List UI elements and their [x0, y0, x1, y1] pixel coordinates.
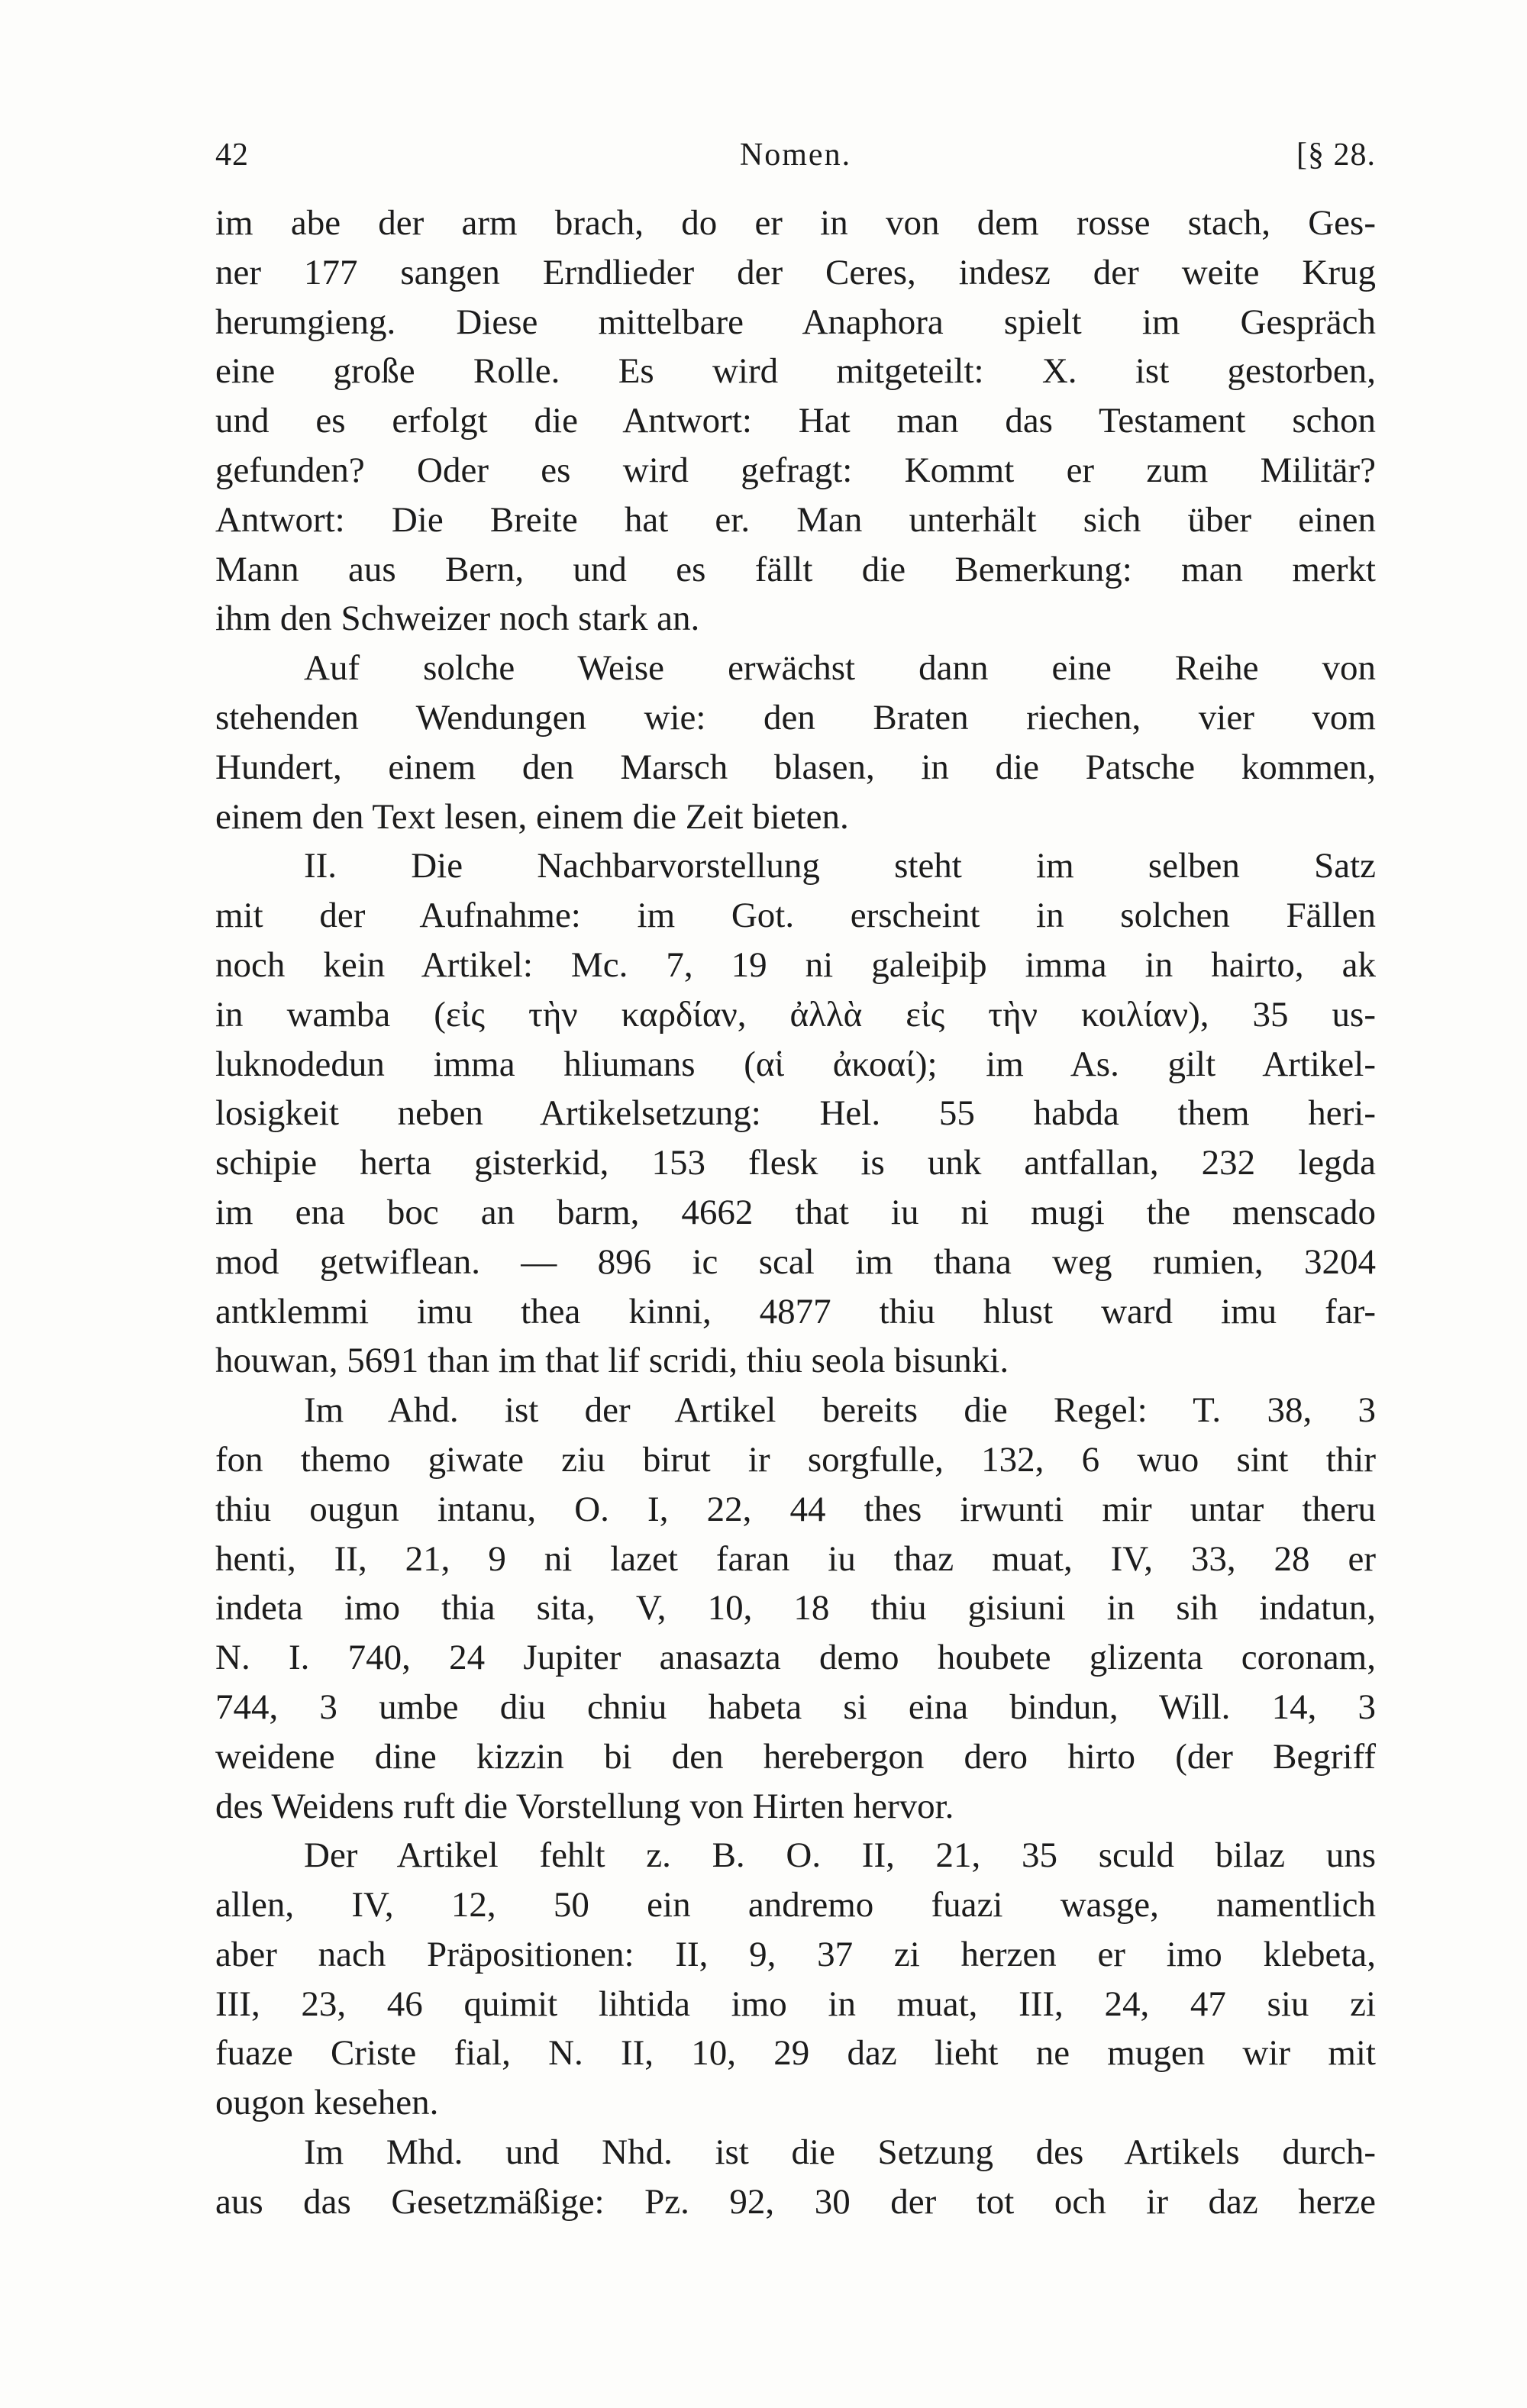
text-line: aus das Gesetzmäßige: Pz. 92, 30 der tot och ir daz herze — [215, 2181, 1376, 2222]
text-line: weidene dine kizzin bi den herebergon dero hirto (der Begriff — [215, 1736, 1376, 1777]
text-line: Auf solche Weise erwächst dann eine Reihe von — [304, 648, 1376, 689]
text-line: fon themo giwate ziu birut ir sorgfulle, 132, 6 wuo sint thir — [215, 1439, 1376, 1480]
section-marker: [§ 28. — [1296, 137, 1376, 173]
text-line: henti, II, 21, 9 ni lazet faran iu thaz muat, IV, 33, 28 er — [215, 1538, 1376, 1579]
text-line: Hundert, einem den Marsch blasen, in die Patsche kommen, — [215, 747, 1376, 787]
text-line: luknodedun imma hliumans (αἱ ἀκοαί); im As. gilt Artikel- — [215, 1044, 1376, 1084]
text-line: herumgieng. Diese mittelbare Anaphora spielt im Gespräch — [215, 302, 1376, 342]
text-line: N. I. 740, 24 Jupiter anasazta demo houbete glizenta coronam, — [215, 1638, 1376, 1678]
text-line: fuaze Criste fial, N. II, 10, 29 daz lieht ne mugen wir mit — [215, 2033, 1376, 2074]
text-line: 744, 3 umbe diu chniu habeta si eina bindun, Will. 14, 3 — [215, 1687, 1376, 1727]
text-line: stehenden Wendungen wie: den Braten riechen, vier vom — [215, 697, 1376, 738]
text-line: losigkeit neben Artikelsetzung: Hel. 55 habda them heri- — [215, 1093, 1376, 1134]
body-text — [215, 199, 1376, 2227]
text-line: eine große Rolle. Es wird mitgeteilt: X. ist gestorben, — [215, 351, 1376, 392]
page-number: 42 — [215, 137, 249, 173]
running-title: Nomen. — [739, 137, 852, 173]
text-line: schipie herta gisterkid, 153 flesk is unk antfallan, 232 legda — [215, 1143, 1376, 1183]
text-line: II. Die Nachbarvorstellung steht im selben Satz — [304, 846, 1376, 886]
text-line: Im Ahd. ist der Artikel bereits die Regel: T. 38, 3 — [304, 1390, 1376, 1431]
text-line: aber nach Präpositionen: II, 9, 37 zi herzen er imo klebeta, — [215, 1934, 1376, 1974]
text-line: indeta imo thia sita, V, 10, 18 thiu gisiuni in sih indatun, — [215, 1588, 1376, 1628]
text-line: und es erfolgt die Antwort: Hat man das Testament schon — [215, 401, 1376, 441]
text-line: in wamba (εἰς τὴν καρδίαν, ἀλλὰ εἰς τὴν κοιλίαν), 35 us- — [215, 994, 1376, 1035]
text-line: im abe der arm brach, do er in von dem rosse stach, Ges- — [215, 203, 1376, 243]
book-page — [215, 128, 1376, 2227]
text-line: mod getwiflean. — 896 ic scal im thana weg rumien, 3204 — [215, 1241, 1376, 1282]
text-line: im ena boc an barm, 4662 that iu ni mugi the menscado — [215, 1192, 1376, 1232]
running-header — [215, 128, 1376, 182]
text-line: Der Artikel fehlt z. B. O. II, 21, 35 sculd bilaz uns — [304, 1835, 1376, 1876]
text-line: ner 177 sangen Erndlieder der Ceres, indesz der weite Krug — [215, 252, 1376, 292]
text-line: antklemmi imu thea kinni, 4877 thiu hlust ward imu far- — [215, 1291, 1376, 1332]
text-line: ougon kesehen. — [215, 2083, 439, 2123]
text-line: Mann aus Bern, und es fällt die Bemerkung: man merkt — [215, 549, 1376, 589]
text-line: ihm den Schweizer noch stark an. — [215, 599, 700, 639]
text-line: mit der Aufnahme: im Got. erscheint in solchen Fällen — [215, 896, 1376, 936]
text-line: houwan, 5691 than im that lif scridi, thiu seola bisunki. — [215, 1341, 1009, 1381]
text-line: einem den Text lesen, einem die Zeit bieten. — [215, 796, 849, 837]
text-line: allen, IV, 12, 50 ein andremo fuazi wasge, namentlich — [215, 1885, 1376, 1925]
text-line: Im Mhd. und Nhd. ist die Setzung des Artikels durch- — [304, 2132, 1376, 2173]
text-line: thiu ougun intanu, O. I, 22, 44 thes irwunti mir untar theru — [215, 1489, 1376, 1529]
text-line: des Weidens ruft die Vorstellung von Hirten hervor. — [215, 1786, 954, 1826]
text-line: Antwort: Die Breite hat er. Man unterhält sich über einen — [215, 499, 1376, 540]
text-line: gefunden? Oder es wird gefragt: Kommt er zum Militär? — [215, 450, 1376, 490]
text-line: noch kein Artikel: Mc. 7, 19 ni galeiþiþ imma in hairto, ak — [215, 944, 1376, 985]
text-line: III, 23, 46 quimit lihtida imo in muat, III, 24, 47 siu zi — [215, 1984, 1376, 2024]
